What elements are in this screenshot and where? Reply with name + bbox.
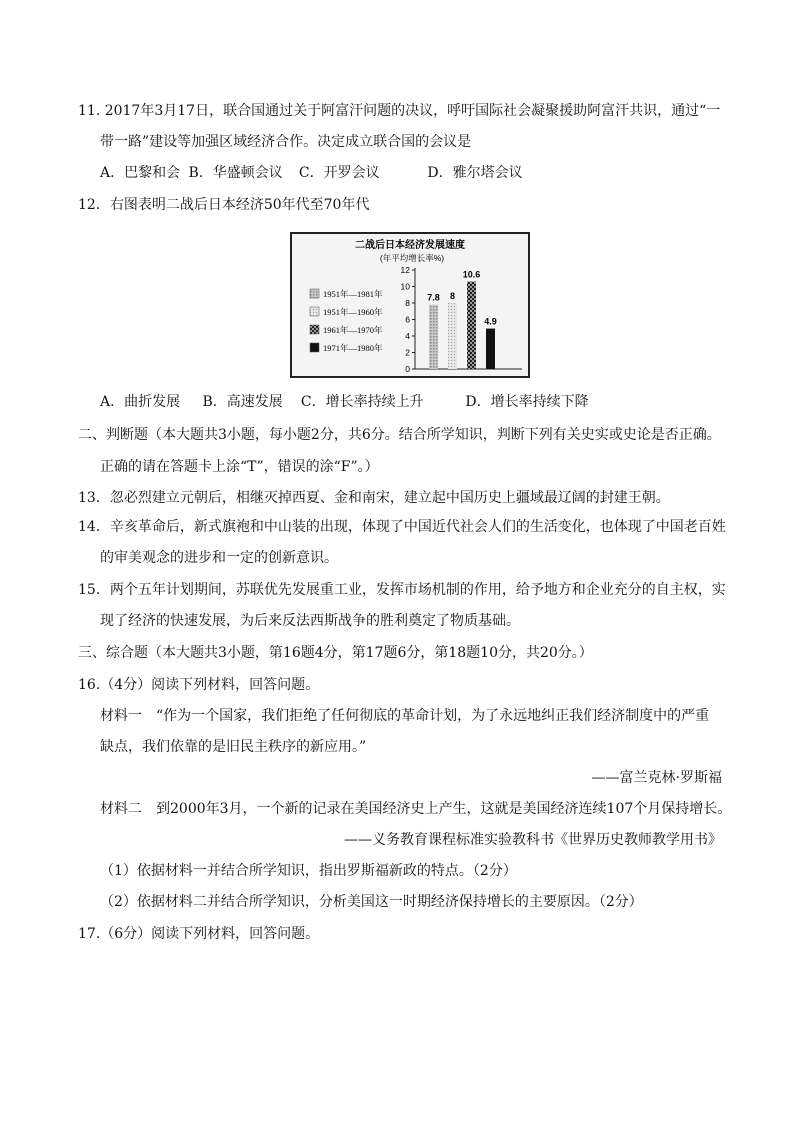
legend-swatch: [310, 289, 319, 298]
bar-value-label: 4.9: [484, 316, 497, 327]
q11-option-c[interactable]: C．开罗会议: [298, 165, 380, 181]
y-tick-label: 6: [405, 314, 410, 325]
section3-header: 三、综合题（本大题共3小题，第16题4分，第17题6分，第18题10分，共20分。）: [78, 645, 593, 661]
legend-label: 1961年—1970年: [323, 325, 383, 335]
y-tick-label: 12: [400, 265, 410, 275]
chart-title: 二战后日本经济发展速度: [355, 240, 465, 251]
q16-material2: 材料二 到2000年3月，一个新的记录在美国经济史上产生，这就是美国经济连续107个月保持增长。: [100, 801, 732, 817]
q12-option-a[interactable]: A．曲折发展: [100, 394, 181, 410]
chart-axes: [401, 265, 522, 374]
q12-stem: 12．右图表明二战后日本经济50年代至70年代: [78, 197, 370, 213]
q16-material1-source: ——富兰克林·罗斯福: [591, 770, 722, 786]
chart-bar: [448, 303, 457, 369]
y-tick-label: 4: [405, 331, 410, 341]
chart-bar: [486, 329, 495, 369]
y-tick-label: 10: [400, 281, 410, 292]
q14-text-line2: 的审美观念的进步和一定的创新意识。: [100, 550, 338, 566]
bar-value-label: 10.6: [462, 269, 481, 280]
q11-stem-line1: 11. 2017年3月17日，联合国通过关于阿富汗问题的决议，呼吁国际社会凝聚援助阿富汗共识，通过“一: [78, 103, 721, 119]
q12-option-c[interactable]: C．增长率持续上升: [300, 394, 424, 410]
q16-subquestion2: （2）依据材料二并结合所学知识，分析美国这一时期经济保持增长的主要原因。（2分）: [100, 894, 643, 910]
q11-options: [100, 163, 523, 183]
economy-growth-chart: [290, 232, 530, 378]
chart-subtitle: (年平均增长率%): [379, 253, 445, 263]
q14-text-line1: 14．辛亥革命后，新式旗袍和中山装的出现，体现了中国近代社会人们的生活变化，也体现了中国老百姓: [78, 519, 726, 535]
q16-stem: 16.（4分）阅读下列材料，回答问题。: [78, 677, 320, 693]
q15-text-line1: 15．两个五年计划期间，苏联优先发展重工业，发挥市场机制的作用，给予地方和企业充分的自主权，实: [78, 582, 726, 598]
legend-swatch: [310, 325, 319, 334]
q11-stem-line2: 带一路”建设等加强区域经济合作。决定成立联合国的会议是: [100, 134, 472, 150]
q11-option-d[interactable]: D．雅尔塔会议: [427, 165, 523, 181]
q12-option-d[interactable]: D．增长率持续下降: [465, 394, 589, 410]
q16-material2-source: ——义务教育课程标准实验教科书《世界历史教师教学用书》: [344, 832, 722, 848]
q16-material1-line2: 缺点，我们依靠的是旧民主秩序的新应用。”: [100, 739, 367, 755]
legend-label: 1951年—1960年: [323, 307, 383, 317]
legend-label: 1971年—1980年: [323, 343, 383, 353]
legend-label: 1951年—1981年: [323, 289, 383, 299]
bar-value-label: 8: [449, 291, 456, 301]
chart-bar: [467, 282, 476, 369]
q12-options: [100, 392, 589, 412]
chart-legend: [310, 289, 383, 353]
chart-svg: [292, 234, 528, 376]
q12-option-b[interactable]: B．高速发展: [202, 394, 283, 410]
section2-header-line1: 二、判断题（本大题共3小题，每小题2分，共6分。结合所学知识，判断下列有关史实或史论是否正确。: [78, 427, 721, 443]
legend-swatch: [310, 307, 319, 316]
q15-text-line2: 现了经济的快速发展，为后来反法西斯战争的胜利奠定了物质基础。: [100, 613, 520, 629]
section2-header-line2: 正确的请在答题卡上涂“T”，错误的涂“F”。）: [100, 459, 379, 475]
y-tick-label: 8: [405, 298, 410, 308]
q17-stem: 17.（6分）阅读下列材料，回答问题。: [78, 926, 320, 942]
y-tick-label: 0: [405, 364, 410, 374]
chart-bar: [429, 305, 438, 369]
q16-subquestion1: （1）依据材料一并结合所学知识，指出罗斯福新政的特点。（2分）: [100, 863, 517, 879]
chart-bars: [427, 270, 497, 369]
bar-value-label: 7.8: [427, 292, 440, 303]
q11-option-b[interactable]: B．华盛顿会议: [188, 165, 283, 181]
legend-swatch: [310, 343, 319, 352]
q16-material1-line1: 材料一 “作为一个国家，我们拒绝了任何彻底的革命计划，为了永远地纠正我们经济制度中的严重: [100, 708, 710, 724]
y-tick-label: 2: [405, 347, 410, 358]
q11-option-a[interactable]: A．巴黎和会: [100, 165, 181, 181]
q13-text: 13．忽必烈建立元朝后，相继灭掉西夏、金和南宋，建立起中国历史上疆域最辽阔的封建王朝。: [78, 490, 670, 506]
